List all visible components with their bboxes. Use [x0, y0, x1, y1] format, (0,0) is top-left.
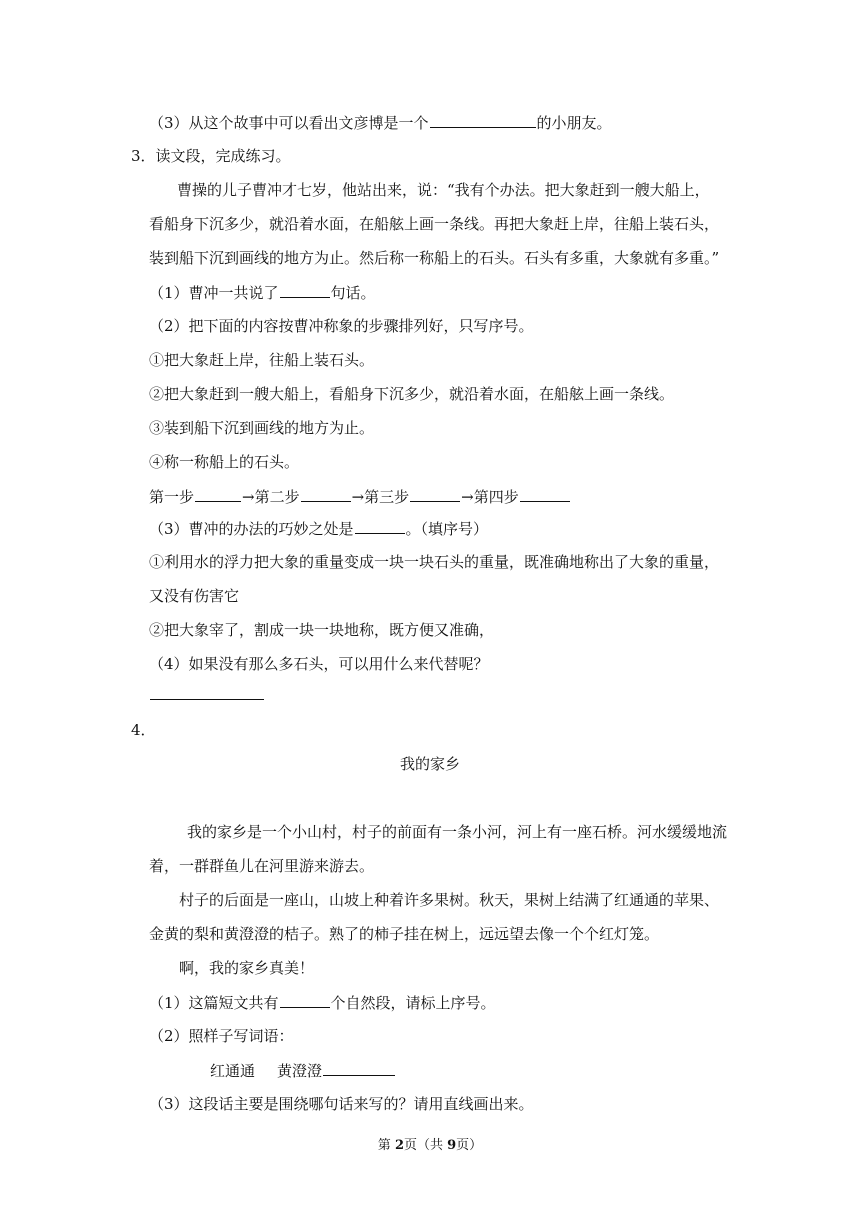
q3-sub2: （2）把下面的内容按曹冲称象的步骤排列好，只写序号。	[149, 317, 534, 335]
q3-passage-line: 装到船下沉到画线的地方为止。然后称一称船上的石头。石头有多重，大象就有多重。”	[149, 249, 720, 267]
footer-text: 页）	[456, 1138, 483, 1153]
q2-sub3	[149, 112, 612, 133]
answer-blank[interactable]	[430, 112, 536, 128]
page-number: 2	[394, 1138, 404, 1153]
passage-title: 我的家乡	[399, 755, 460, 773]
word-example-row	[210, 1060, 396, 1081]
q3-header: 3．读文段，完成练习。	[131, 147, 291, 165]
q2-sub3-text: （3）从这个故事中可以看出文彦博是一个	[149, 114, 429, 132]
step-item: ①把大象赶上岸，往船上装石头。	[149, 351, 375, 369]
q4-paragraph-line: 村子的后面是一座山，山坡上种着许多果树。秋天，果树上结满了红通通的苹果、	[179, 891, 720, 909]
answer-blank[interactable]	[150, 684, 264, 700]
step-label: →第二步	[242, 488, 300, 506]
option-item: ②把大象宰了，割成一块一块地称，既方便又准确，	[149, 621, 495, 639]
answer-blank[interactable]	[195, 486, 241, 502]
answer-blank[interactable]	[280, 282, 330, 298]
q4-number: 4．	[131, 721, 156, 739]
answer-blank[interactable]	[410, 486, 460, 502]
step-label: →第三步	[351, 488, 410, 506]
q4-sub2: （2）照样子写词语：	[149, 1027, 294, 1045]
step-order-row	[149, 486, 571, 507]
q4-sub3: （3）这段话主要是围绕哪句话来写的？请用直线画出来。	[149, 1095, 534, 1113]
q3-sub1	[149, 282, 376, 303]
q4-paragraph-line: 啊，我的家乡真美！	[179, 959, 315, 977]
answer-blank[interactable]	[520, 486, 570, 502]
q3-sub1-text-end: 句话。	[330, 284, 376, 302]
answer-blank[interactable]	[355, 518, 405, 534]
answer-blank[interactable]	[280, 992, 330, 1008]
q4-paragraph-line: 金黄的梨和黄澄澄的桔子。熟了的柿子挂在树上，远远望去像一个个红灯笼。	[149, 925, 660, 943]
option-item: ①利用水的浮力把大象的重量变成一块一块石头的重量，既准确地称出了大象的重量，	[149, 553, 720, 571]
word-example: 黄澄澄	[277, 1062, 323, 1080]
page-footer	[0, 1137, 860, 1155]
step-item: ④称一称船上的石头。	[149, 453, 300, 471]
q4-sub1-text: （1）这篇短文共有	[149, 994, 279, 1012]
q3-sub3-text-end: 。（填序号）	[405, 520, 489, 538]
q3-passage-line: 看船身下沉多少，就沿着水面，在船舷上画一条线。再把大象赶上岸，往船上装石头，	[149, 215, 720, 233]
step-item: ②把大象赶到一艘大船上，看船身下沉多少，就沿着水面，在船舷上画一条线。	[149, 385, 675, 403]
step-item: ③装到船下沉到画线的地方为止。	[149, 419, 375, 437]
answer-blank[interactable]	[301, 486, 351, 502]
q2-sub3-text-end: 的小朋友。	[536, 114, 612, 132]
option-item-cont: 又没有伤害它	[149, 587, 240, 605]
q4-paragraph-line: 着，一群群鱼儿在河里游来游去。	[149, 857, 375, 875]
step-label: →第四步	[461, 488, 519, 506]
total-pages: 9	[447, 1138, 457, 1153]
q3-sub4: （4）如果没有那么多石头，可以用什么来代替呢？	[149, 655, 489, 673]
q3-sub1-text: （1）曹冲一共说了	[149, 284, 279, 302]
q3-sub3	[149, 518, 488, 539]
step-label: 第一步	[149, 488, 195, 506]
footer-text: 页（共	[403, 1138, 448, 1153]
footer-text: 第	[377, 1138, 395, 1153]
q4-paragraph-line: 我的家乡是一个小山村，村子的前面有一条小河，河上有一座石桥。河水缓缓地流	[187, 823, 728, 841]
q4-sub1-text-end: 个自然段，请标上序号。	[330, 994, 496, 1012]
q3-sub3-text: （3）曹冲的办法的巧妙之处是	[149, 520, 354, 538]
q4-sub1	[149, 992, 496, 1013]
q3-sub4-answer-line[interactable]	[149, 684, 265, 705]
word-example: 红通通	[210, 1062, 256, 1080]
answer-blank[interactable]	[323, 1060, 395, 1076]
q3-passage-line: 曹操的儿子曹冲才七岁，他站出来，说：“我有个办法。把大象赶到一艘大船上，	[177, 181, 710, 199]
